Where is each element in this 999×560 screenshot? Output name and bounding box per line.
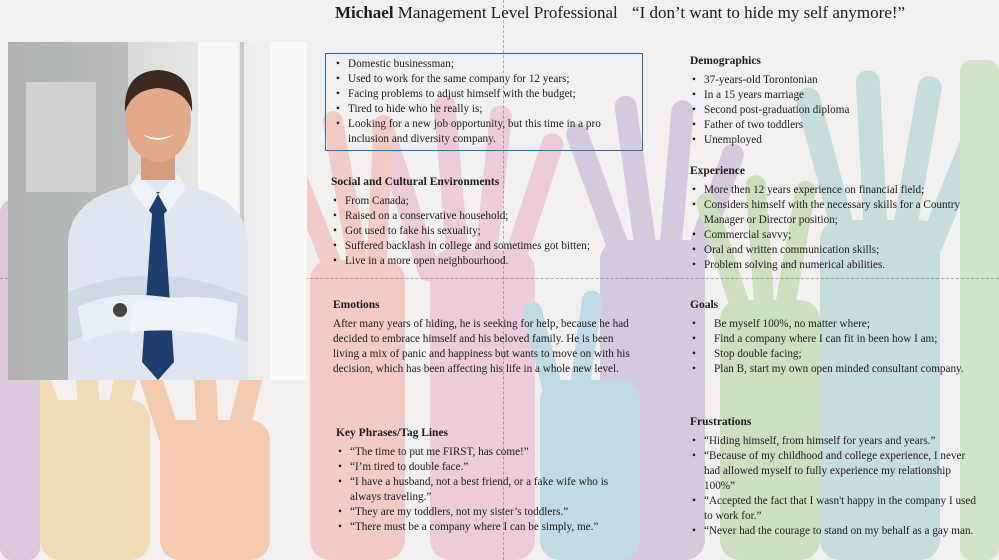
- experience-section: [690, 164, 980, 273]
- demographics-section: [690, 54, 980, 148]
- list-item: • Father of two toddlers: [704, 118, 980, 133]
- list-item: • Problem solving and numerical abilities.: [704, 258, 980, 273]
- list-item: • Plan B, start my own open minded consultant company.: [714, 362, 980, 377]
- list-item: • In a 15 years marriage: [704, 88, 980, 103]
- summary-list: [334, 57, 636, 147]
- list-item: • Be myself 100%, no matter where;: [714, 317, 980, 332]
- experience-list: [690, 183, 980, 273]
- list-item: • Oral and written communication skills;: [704, 243, 980, 258]
- section-heading: Goals: [690, 299, 719, 311]
- phrases-section: [336, 426, 636, 535]
- summary-box: [325, 53, 643, 151]
- emotions-text: After many years of hiding, he is seeking for help, because he had decided to embrace himself and his beloved family. He is been living a mix of panic and happiness but wants to move on with his decision, which has been affecting his life in a whole new level.: [333, 318, 630, 375]
- list-item: • “I’m tired to double face.”: [350, 460, 636, 475]
- frustrations-list: [690, 434, 982, 539]
- list-item: • Facing problems to adjust himself with the budget;: [348, 87, 636, 102]
- section-heading: Experience: [690, 165, 745, 177]
- list-item: • From Canada;: [345, 194, 631, 209]
- list-item: • “Accepted the fact that I wasn't happy in the company I used to work for.”: [704, 494, 982, 524]
- list-item: • Used to work for the same company for 12 years;: [348, 72, 636, 87]
- section-heading: Social and Cultural Environments: [331, 176, 500, 188]
- persona-role: Management Level Professional: [397, 3, 618, 22]
- persona-title: [335, 3, 905, 23]
- persona-photo: [8, 42, 307, 380]
- list-item: • Commercial savvy;: [704, 228, 980, 243]
- list-item: • Raised on a conservative household;: [345, 209, 631, 224]
- list-item: • Tired to hide who he really is;: [348, 102, 636, 117]
- frustrations-section: [690, 415, 982, 539]
- list-item: • “Because of my childhood and college experience, I never had allowed myself to fully experience my relationship 100%”: [704, 449, 982, 494]
- list-item: • “There must be a company where I can be simply, me.”: [350, 520, 636, 535]
- portrait-icon: [8, 42, 307, 380]
- list-item: • “They are my toddlers, not my sister’s toddlers.”: [350, 505, 636, 520]
- goals-list: [690, 317, 980, 377]
- list-item: • More then 12 years experience on financial field;: [704, 183, 980, 198]
- phrases-list: [336, 445, 636, 535]
- persona-quote: “I don’t want to hide my self anymore!”: [632, 3, 906, 22]
- list-item: • “The time to put me FIRST, has come!”: [350, 445, 636, 460]
- list-item: • “I have a husband, not a best friend, or a fake wife who is always traveling.”: [350, 475, 636, 505]
- persona-name: Michael: [335, 3, 394, 22]
- social-list: [331, 194, 631, 269]
- list-item: • Got used to fake his sexuality;: [345, 224, 631, 239]
- demographics-list: [690, 73, 980, 148]
- list-item: • Unemployed: [704, 133, 980, 148]
- list-item: • Looking for a new job opportunity, but this time in a pro inclusion and diversity company.: [348, 117, 636, 147]
- list-item: • Live in a more open neighbourhood.: [345, 254, 631, 269]
- list-item: • “Hiding himself, from himself for years and years.”: [704, 434, 982, 449]
- list-item: • 37-years-old Torontonian: [704, 73, 980, 88]
- list-item: • Find a company where I can fit in been how I am;: [714, 332, 980, 347]
- list-item: • Domestic businessman;: [348, 57, 636, 72]
- social-section: [331, 175, 631, 269]
- list-item: • “Never had the courage to stand on my behalf as a gay man.: [704, 524, 982, 539]
- list-item: • Second post-graduation diploma: [704, 103, 980, 118]
- section-heading: Frustrations: [690, 416, 752, 428]
- section-heading: Demographics: [690, 55, 761, 67]
- list-item: • Suffered backlash in college and sometimes got bitten;: [345, 239, 631, 254]
- section-heading: Emotions: [333, 299, 380, 311]
- goals-section: [690, 298, 980, 377]
- emotions-section: [333, 298, 631, 377]
- list-item: • Considers himself with the necessary skills for a Country Manager or Director position;: [704, 198, 980, 228]
- section-heading: Key Phrases/Tag Lines: [336, 427, 449, 439]
- list-item: • Stop double facing;: [714, 347, 980, 362]
